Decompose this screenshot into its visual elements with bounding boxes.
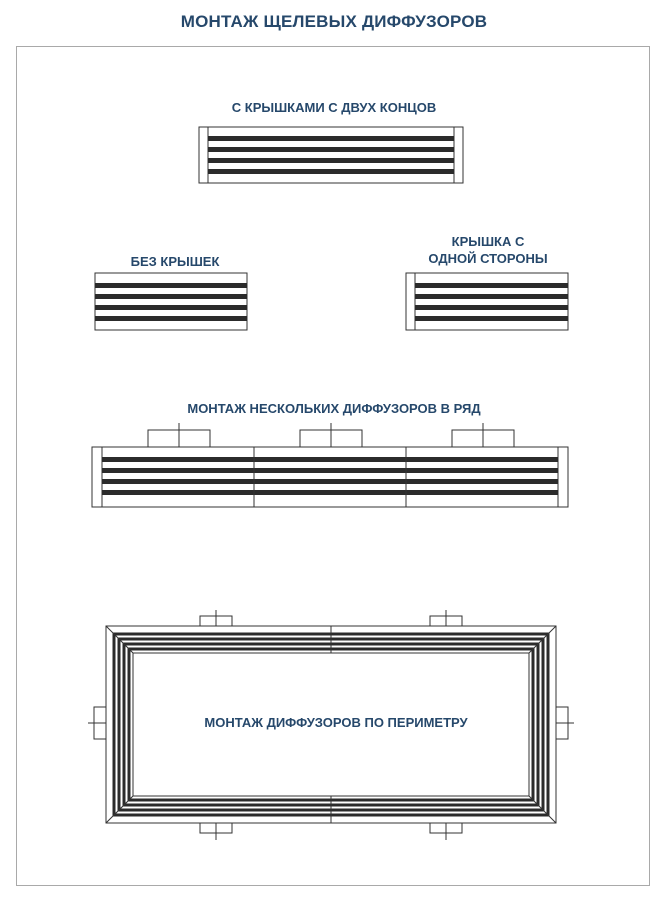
diffuser-one-cap	[406, 273, 568, 330]
label-perimeter: МОНТАЖ ДИФФУЗОРОВ ПО ПЕРИМЕТРУ	[204, 715, 468, 730]
label-one-cap-line1: КРЫШКА С	[451, 234, 525, 249]
label-row: МОНТАЖ НЕСКОЛЬКИХ ДИФФУЗОРОВ В РЯД	[187, 401, 481, 416]
diffuser-two-caps	[199, 127, 463, 183]
label-no-caps: БЕЗ КРЫШЕК	[130, 254, 220, 269]
diffuser-row	[92, 423, 568, 507]
label-one-cap-line2: ОДНОЙ СТОРОНЫ	[428, 251, 548, 266]
label-two-caps: С КРЫШКАМИ С ДВУХ КОНЦОВ	[231, 100, 437, 115]
diffuser-no-caps	[95, 273, 247, 330]
page-title: МОНТАЖ ЩЕЛЕВЫХ ДИФФУЗОРОВ	[180, 12, 488, 31]
